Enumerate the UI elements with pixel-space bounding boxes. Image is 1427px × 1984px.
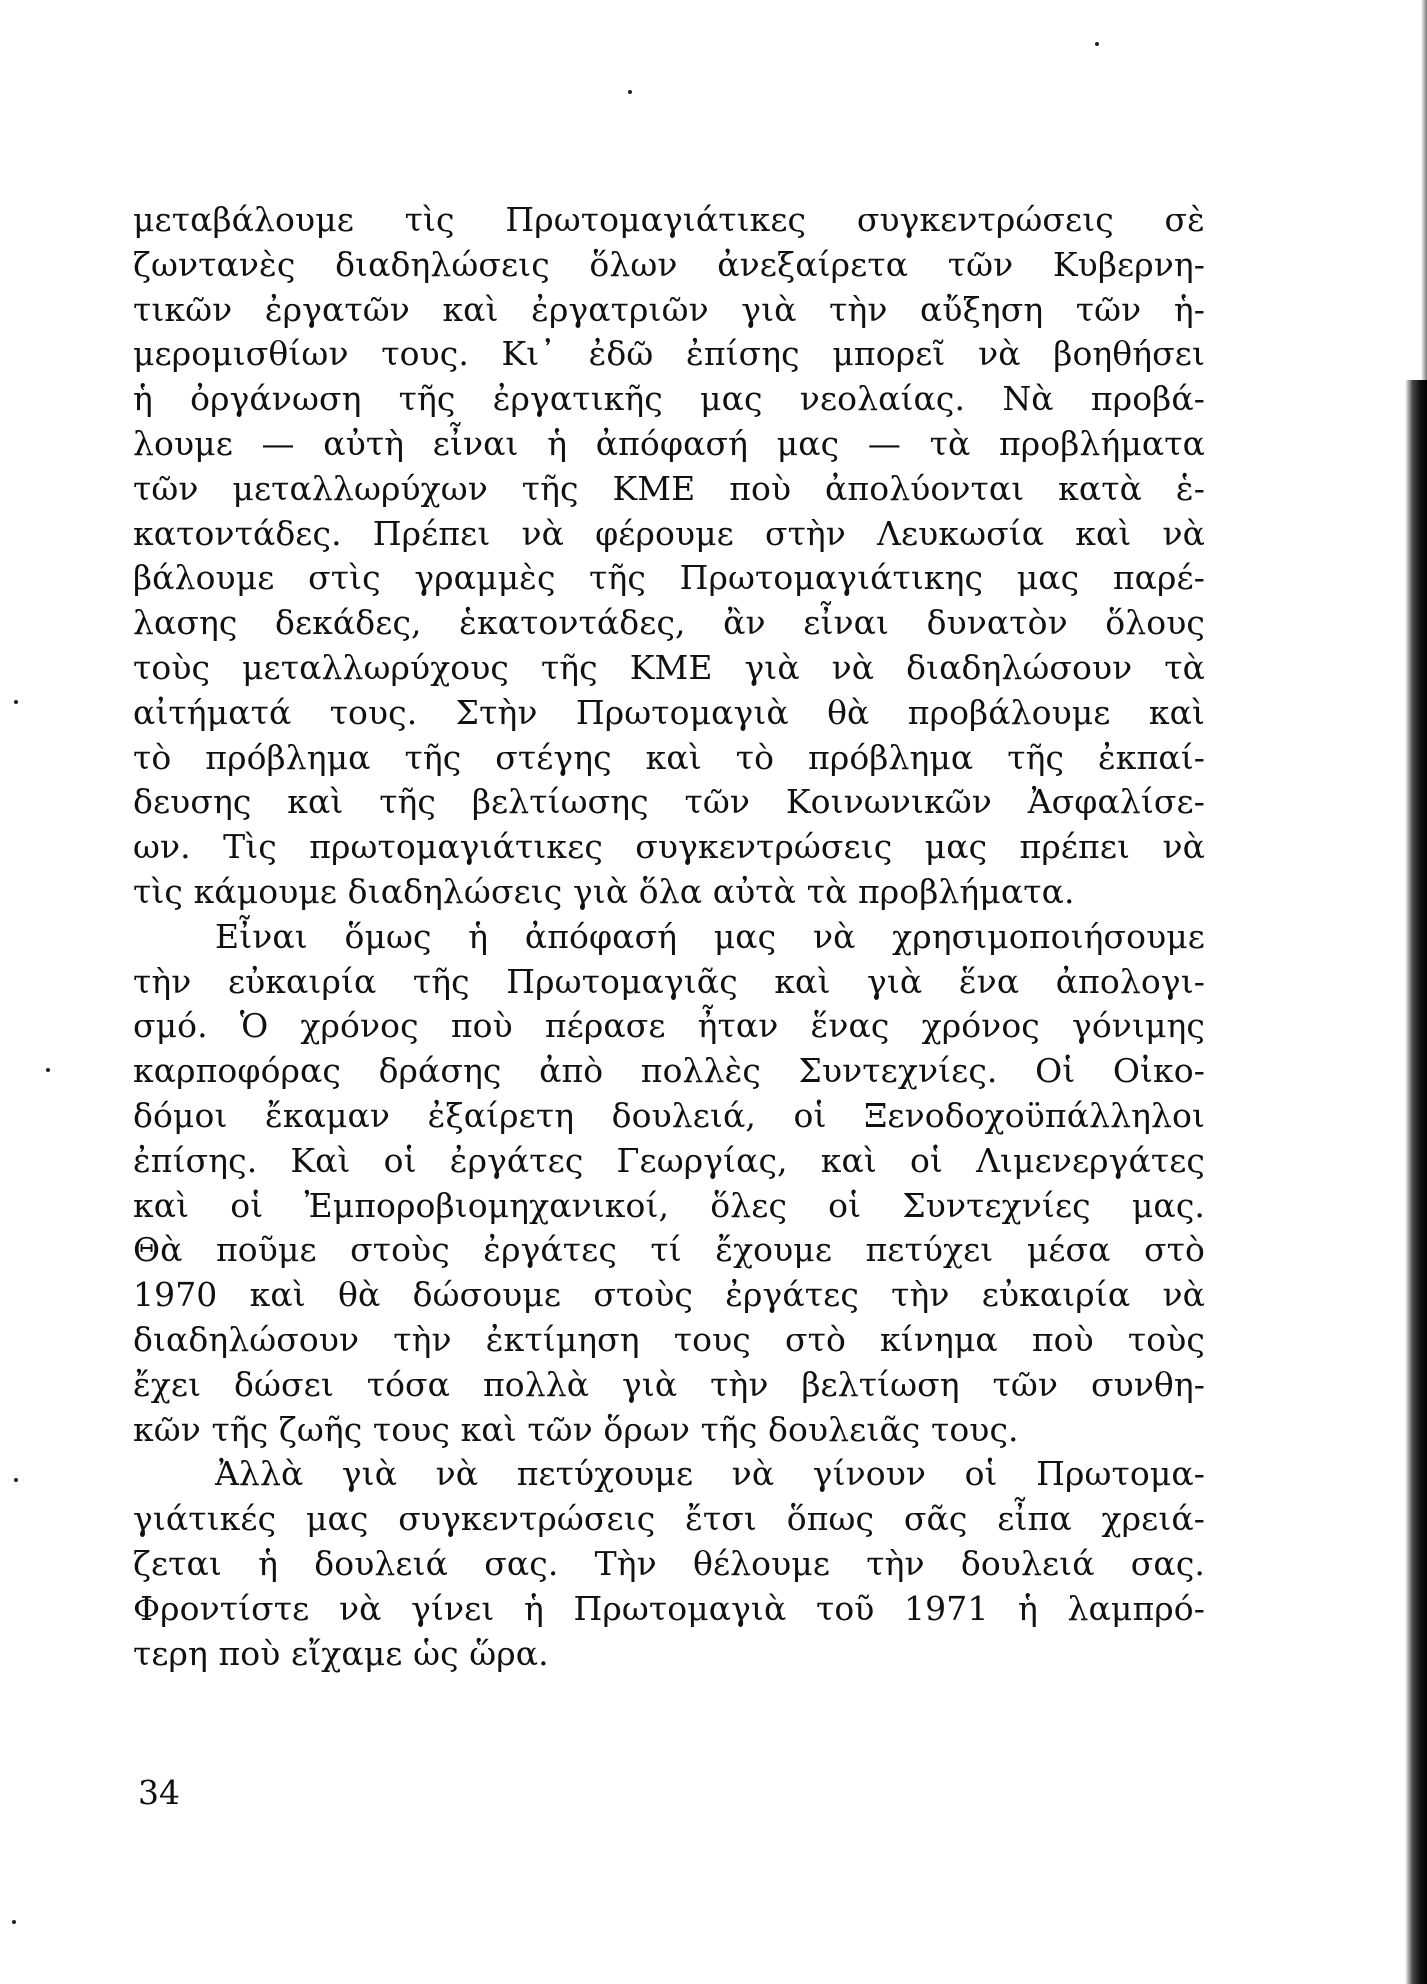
text-line: λασης δεκάδες, ἑκατοντάδες, ἂν εἶναι δυνατὸν ὅλους — [133, 603, 1205, 643]
text-line: Θὰ ποῦμε στοὺς ἐργάτες τί ἔχουμε πετύχει μέσα στὸ — [133, 1230, 1205, 1270]
text-line: καρποφόρας δράσης ἀπὸ πολλὲς Συντεχνίες. Οἱ Οἰκο- — [133, 1051, 1205, 1091]
text-line: αἰτήματά τους. Στὴν Πρωτομαγιὰ θὰ προβάλουμε καὶ — [133, 692, 1205, 732]
paragraph-1 — [133, 198, 1205, 915]
text-line: τῶν μεταλλωρύχων τῆς ΚΜΕ ποὺ ἀπολύονται κατὰ ἑ- — [133, 468, 1205, 508]
scan-speck — [1095, 42, 1099, 46]
text-line: ζεται ἡ δουλειά σας. Τὴν θέλουμε τὴν δουλειά σας. — [133, 1543, 1205, 1583]
text-line: Φροντίστε νὰ γίνει ἡ Πρωτομαγιὰ τοῦ 1971 ἡ λαμπρό- — [133, 1588, 1205, 1628]
text-line: γιάτικές μας συγκεντρώσεις ἔτσι ὅπως σᾶς εἶπα χρειά- — [133, 1499, 1205, 1539]
text-line: βάλουμε στὶς γραμμὲς τῆς Πρωτομαγιάτικης μας παρέ- — [133, 558, 1205, 598]
paragraph-3 — [133, 1452, 1205, 1676]
text-line: τὸ πρόβλημα τῆς στέγης καὶ τὸ πρόβλημα τῆς ἐκπαί- — [133, 737, 1205, 777]
text-line: ἐπίσης. Καὶ οἱ ἐργάτες Γεωργίας, καὶ οἱ Λιμενεργάτες — [133, 1140, 1205, 1180]
text-line: καὶ οἱ Ἐμποροβιομηχανικοί, ὅλες οἱ Συντεχνίες μας. — [133, 1185, 1205, 1225]
text-line: τὶς κάμουμε διαδηλώσεις γιὰ ὅλα αὐτὰ τὰ προβλήματα. — [133, 871, 1075, 911]
text-line: ἔχει δώσει τόσα πολλὰ γιὰ τὴν βελτίωση τῶν συνθη- — [133, 1364, 1205, 1404]
text-line: λουμε — αὐτὴ εἶναι ἡ ἀπόφασή μας — τὰ προβλήματα — [133, 423, 1205, 463]
text-line: ἡ ὀργάνωση τῆς ἐργατικῆς μας νεολαίας. Νὰ προβά- — [133, 379, 1205, 419]
text-line: Εἶναι ὅμως ἡ ἀπόφασή μας νὰ χρησιμοποιήσουμε — [215, 916, 1205, 956]
text-line: ζωντανὲς διαδηλώσεις ὅλων ἀνεξαίρετα τῶν Κυβερνη- — [133, 244, 1205, 284]
text-line: κῶν τῆς ζωῆς τους καὶ τῶν ὅρων τῆς δουλειᾶς τους. — [133, 1409, 1019, 1449]
paragraph-2 — [133, 915, 1205, 1453]
text-line: ων. Τὶς πρωτομαγιάτικες συγκεντρώσεις μας πρέπει νὰ — [133, 827, 1205, 867]
text-line: διαδηλώσουν τὴν ἐκτίμηση τους στὸ κίνημα ποὺ τοὺς — [133, 1319, 1205, 1359]
scan-speck — [14, 700, 18, 704]
body-text — [133, 198, 1205, 1676]
scan-speck — [12, 1920, 16, 1924]
text-line: 1970 καὶ θὰ δώσουμε στοὺς ἐργάτες τὴν εὐκαιρία νὰ — [133, 1275, 1205, 1315]
text-line: κατοντάδες. Πρέπει νὰ φέρουμε στὴν Λευκωσία καὶ νὰ — [133, 513, 1205, 553]
text-line: σμό. Ὁ χρόνος ποὺ πέρασε ἦταν ἕνας χρόνος γόνιμης — [133, 1006, 1205, 1046]
text-line: τὴν εὐκαιρία τῆς Πρωτομαγιᾶς καὶ γιὰ ἕνα ἀπολογι- — [133, 961, 1205, 1001]
text-line: μεταβάλουμε τὶς Πρωτομαγιάτικες συγκεντρώσεις σὲ — [133, 200, 1205, 239]
text-line: τοὺς μεταλλωρύχους τῆς ΚΜΕ γιὰ νὰ διαδηλώσουν τὰ — [133, 647, 1205, 687]
scan-speck — [46, 1068, 50, 1072]
scan-edge-top — [1421, 0, 1427, 380]
text-line: τερη ποὺ εἴχαμε ὡς ὥρα. — [133, 1633, 549, 1673]
scan-speck — [628, 90, 632, 94]
page-number: 34 — [138, 1773, 180, 1812]
text-line: δευσης καὶ τῆς βελτίωσης τῶν Κοινωνικῶν Ἀσφαλίσε- — [133, 782, 1205, 822]
text-line: τικῶν ἐργατῶν καὶ ἐργατριῶν γιὰ τὴν αὔξηση τῶν ἡ- — [133, 289, 1205, 329]
scan-edge — [1405, 380, 1427, 1984]
text-line: Ἀλλὰ γιὰ νὰ πετύχουμε νὰ γίνουν οἱ Πρωτομα- — [215, 1454, 1205, 1494]
text-line: δόμοι ἔκαμαν ἐξαίρετη δουλειά, οἱ Ξενοδοχοϋπάλληλοι — [133, 1095, 1205, 1135]
scan-speck — [14, 1478, 18, 1482]
text-line: μερομισθίων τους. Κι᾽ ἐδῶ ἐπίσης μπορεῖ νὰ βοηθήσει — [133, 334, 1205, 374]
